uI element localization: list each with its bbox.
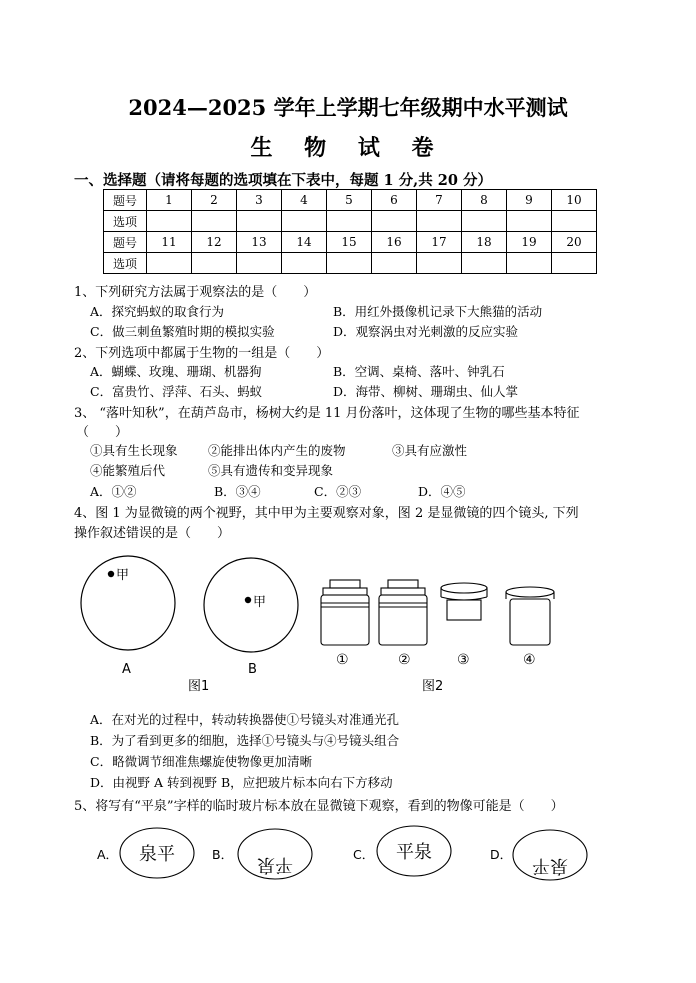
q4-stem: 4、图 1 为显微镜的两个视野，其中甲为主要观察对象，图 2 是显微镜的四个镜头, 下列	[74, 506, 579, 521]
lens-number-2: ②	[398, 652, 411, 668]
q1-option-b: B．用红外摄像机记录下大熊猫的活动	[333, 304, 543, 319]
jia-label-b: 甲	[253, 595, 267, 610]
table-cell: 5	[327, 190, 372, 211]
q5-option-b-text: 平泉	[257, 854, 293, 875]
answer-cell[interactable]	[552, 253, 597, 274]
table-cell: 13	[237, 232, 282, 253]
lens-number-3: ③	[457, 652, 470, 668]
q1-option-c: C．做三刺鱼繁殖时期的模拟实验	[90, 324, 275, 339]
q3-statement-4: ④能繁殖后代	[90, 463, 166, 478]
q1-option-a: A．探究蚂蚁的取食行为	[90, 304, 225, 319]
table-cell: 9	[507, 190, 552, 211]
answer-cell[interactable]	[462, 211, 507, 232]
table-cell: 2	[192, 190, 237, 211]
answer-cell[interactable]	[372, 211, 417, 232]
q5-option-d-text: 泉平	[532, 855, 568, 876]
table-cell: 17	[417, 232, 462, 253]
table-cell: 7	[417, 190, 462, 211]
table-cell: 12	[192, 232, 237, 253]
table-cell: 6	[372, 190, 417, 211]
section-heading: 一、选择题（请将每题的选项填在下表中，每题 1 分,共 20 分）	[74, 172, 493, 189]
q4-option-d: D．由视野 A 转到视野 B，应把玻片标本向右下方移动	[90, 775, 393, 790]
q2-option-c: C．富贵竹、浮萍、石头、蚂蚁	[90, 384, 263, 399]
q5-option-b-label: B．	[212, 847, 234, 862]
q5-option-d-label: D．	[490, 847, 513, 862]
table-cell: 4	[282, 190, 327, 211]
answer-table	[103, 189, 597, 274]
table-cell: 8	[462, 190, 507, 211]
q5-option-c-text: 平泉	[396, 842, 432, 863]
lens-1-icon	[321, 580, 369, 645]
table-cell: 20	[552, 232, 597, 253]
table-row	[104, 253, 597, 274]
answer-cell[interactable]	[237, 253, 282, 274]
view-label-b: B	[248, 662, 257, 677]
microscope-figure	[0, 545, 696, 700]
lens-number-1: ①	[336, 652, 349, 668]
specimen-dot-a	[108, 571, 114, 577]
answer-cell[interactable]	[552, 211, 597, 232]
answer-cell[interactable]	[282, 253, 327, 274]
table-cell: 15	[327, 232, 372, 253]
answer-cell[interactable]	[327, 253, 372, 274]
answer-cell[interactable]	[462, 253, 507, 274]
q3-option-b: B．③④	[214, 484, 261, 499]
q1-option-d: D．观察涡虫对光刺激的反应实验	[333, 324, 519, 339]
q3-option-c: C．②③	[314, 484, 362, 499]
table-cell: 1	[147, 190, 192, 211]
q3-stem-bracket: （ ）	[76, 425, 129, 440]
q3-option-a: A．①②	[90, 484, 137, 499]
q3-stem: 3、 “落叶知秋”，在葫芦岛市，杨树大约是 11 月份落叶，这体现了生物的哪些基本特征	[74, 406, 580, 421]
table-cell: 14	[282, 232, 327, 253]
q5-option-c-label: C．	[353, 847, 375, 862]
table-cell: 题号	[104, 232, 147, 253]
lens-4-icon	[506, 587, 554, 645]
answer-cell[interactable]	[417, 253, 462, 274]
q3-statement-5: ⑤具有遗传和变异现象	[208, 463, 334, 478]
q5-option-a-label: A．	[97, 847, 119, 862]
table-row	[104, 232, 597, 253]
answer-cell[interactable]	[282, 211, 327, 232]
lens-2-icon	[379, 580, 427, 645]
table-cell: 选项	[104, 211, 147, 232]
q2-option-a: A．蝴蝶、玫瑰、珊瑚、机器狗	[90, 364, 262, 379]
q3-statement-2: ②能排出体内产生的废物	[208, 443, 346, 458]
q5-options-figure	[0, 820, 696, 890]
answer-cell[interactable]	[417, 211, 462, 232]
table-cell: 选项	[104, 253, 147, 274]
field-of-view-b	[204, 558, 298, 652]
answer-cell[interactable]	[327, 211, 372, 232]
q4-option-c: C．略微调节细准焦螺旋使物像更加清晰	[90, 754, 313, 769]
answer-cell[interactable]	[507, 211, 552, 232]
q2-option-b: B．空调、桌椅、落叶、钟乳石	[333, 364, 505, 379]
table-cell: 10	[552, 190, 597, 211]
answer-cell[interactable]	[147, 211, 192, 232]
jia-label-a: 甲	[116, 568, 130, 583]
table-cell: 19	[507, 232, 552, 253]
table-cell: 11	[147, 232, 192, 253]
answer-cell[interactable]	[192, 253, 237, 274]
figure-1-caption: 图1	[188, 679, 210, 694]
q3-statement-3: ③具有应激性	[392, 443, 468, 458]
figure-2-caption: 图2	[422, 679, 444, 694]
q3-statement-1: ①具有生长现象	[90, 443, 178, 458]
table-row	[104, 211, 597, 232]
q1-stem: 1、下列研究方法属于观察法的是（ ）	[74, 285, 317, 300]
lens-3-icon	[441, 583, 487, 620]
lens-number-4: ④	[523, 652, 536, 668]
q3-option-d: D．④⑤	[418, 484, 466, 499]
specimen-dot-b	[245, 597, 251, 603]
exam-title: 2024—2025 学年上学期七年级期中水平测试	[128, 95, 568, 120]
table-row	[104, 190, 597, 211]
q4-option-b: B．为了看到更多的细胞，选择①号镜头与④号镜头组合	[90, 733, 400, 748]
q2-option-d: D．海带、柳树、珊瑚虫、仙人掌	[333, 384, 519, 399]
table-cell: 3	[237, 190, 282, 211]
table-cell: 18	[462, 232, 507, 253]
answer-cell[interactable]	[147, 253, 192, 274]
q2-stem: 2、下列选项中都属于生物的一组是（ ）	[74, 346, 330, 361]
table-cell: 16	[372, 232, 417, 253]
answer-cell[interactable]	[237, 211, 282, 232]
q5-option-a-text: 泉平	[139, 844, 175, 865]
exam-subtitle: 生 物 试 卷	[250, 135, 446, 161]
view-label-a: A	[122, 662, 131, 677]
q5-stem: 5、将写有“平泉”字样的临时玻片标本放在显微镜下观察，看到的物像可能是（ ）	[74, 799, 564, 814]
q4-option-a: A．在对光的过程中，转动转换器使①号镜头对准通光孔	[90, 712, 400, 727]
table-cell: 题号	[104, 190, 147, 211]
answer-cell[interactable]	[192, 211, 237, 232]
q4-stem-cont: 操作叙述错误的是（ ）	[74, 526, 231, 541]
answer-cell[interactable]	[507, 253, 552, 274]
answer-cell[interactable]	[372, 253, 417, 274]
